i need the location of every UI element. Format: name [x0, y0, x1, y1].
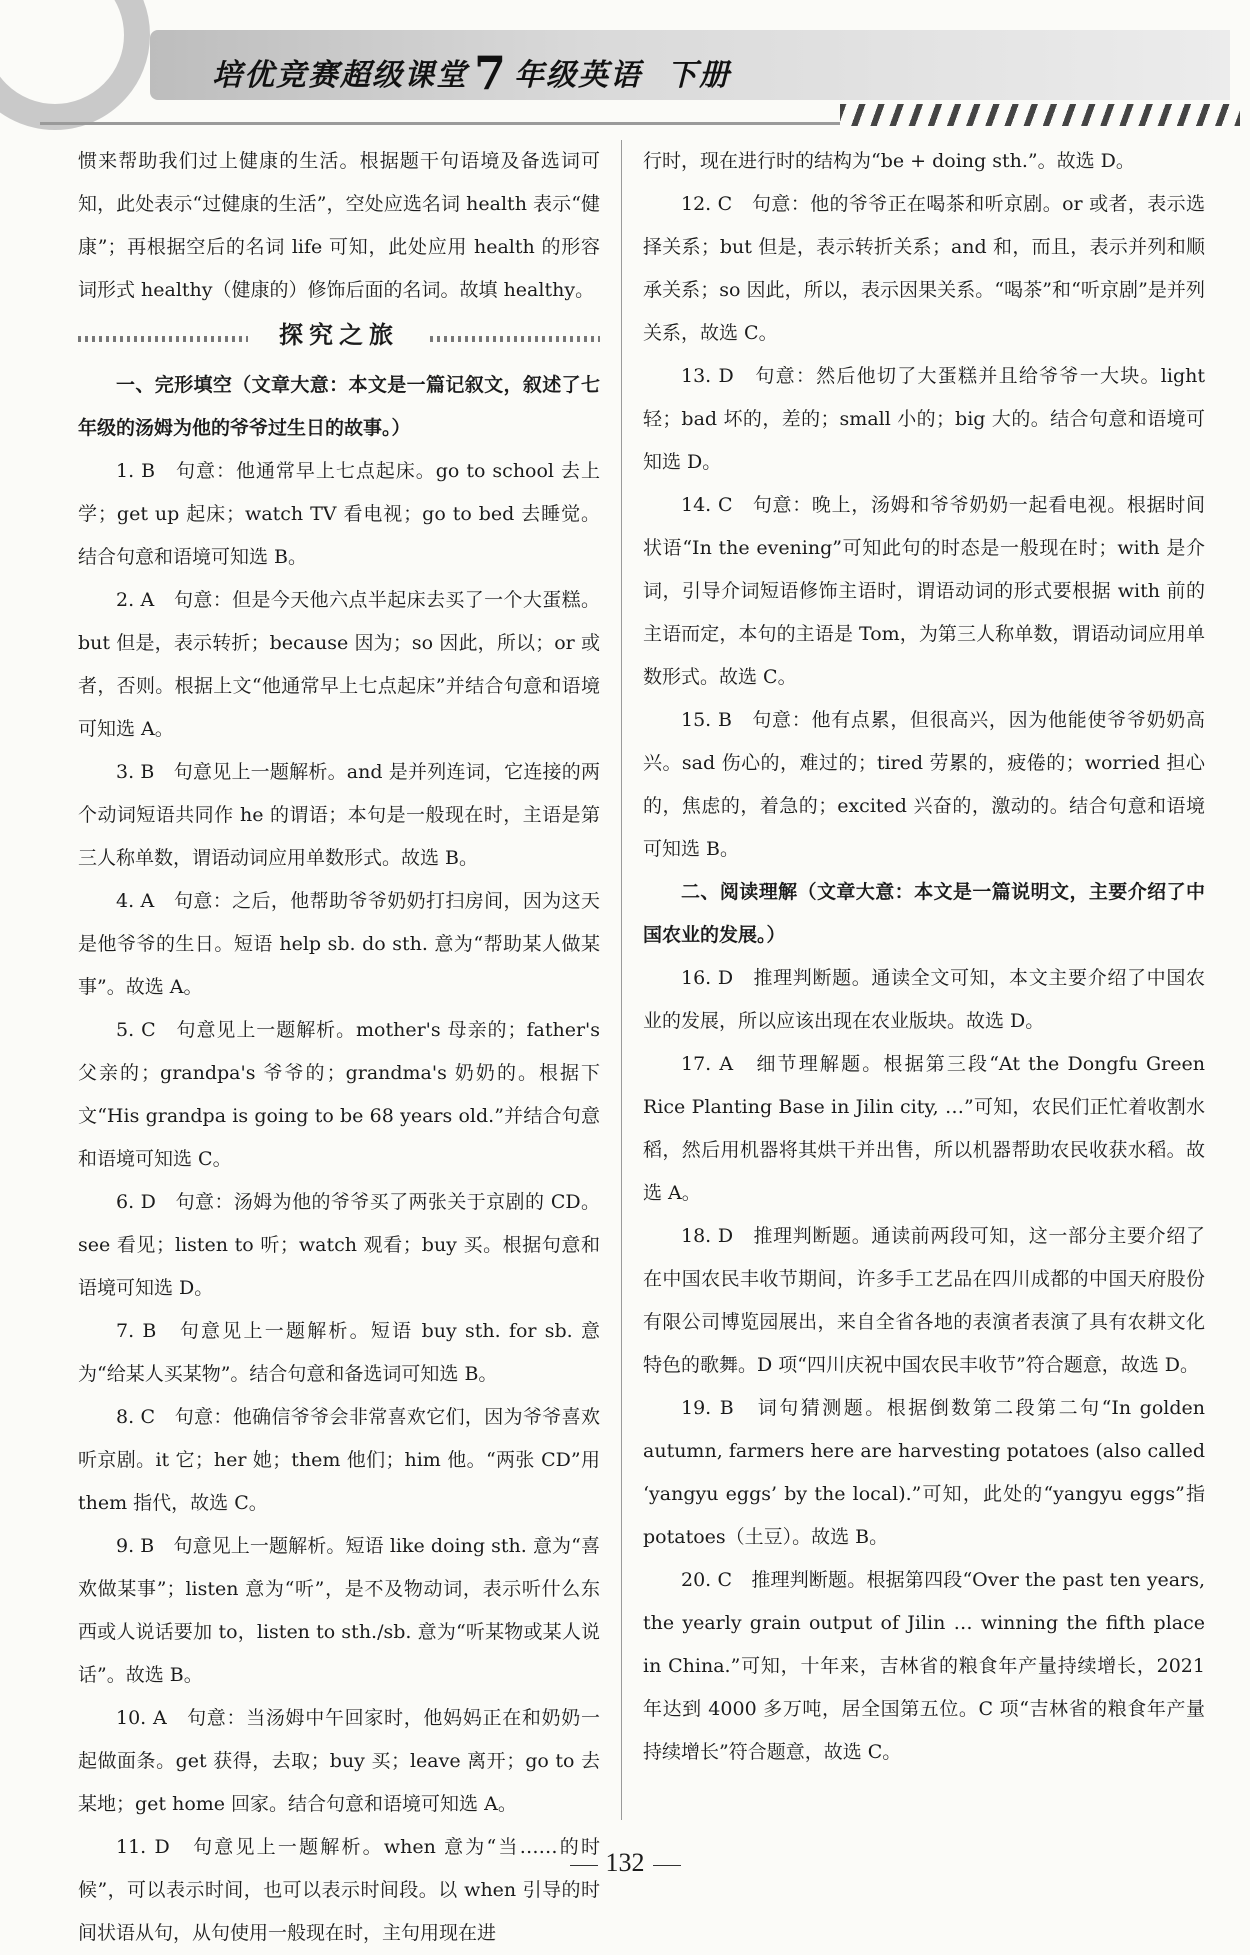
- grade-number: 7: [474, 46, 509, 100]
- section-title-text: 探究之旅: [279, 321, 399, 349]
- section-dash-left: [78, 336, 248, 342]
- answer-paragraph: 9. B 句意见上一题解析。短语 like doing sth. 意为“喜欢做某事”；listen 意为“听”，是不及物动词，表示听什么东西或人说话要加 to，listen to sth./sb. 意为“听某物或某人说话”。故选 B。: [78, 1535, 600, 1686]
- header-rule: [40, 122, 840, 125]
- answer-paragraph: 二、阅读理解（文章大意：本文是一篇说明文，主要介绍了中国农业的发展。）: [643, 881, 1205, 946]
- title-part-b: 超级课堂: [340, 58, 468, 93]
- book-title: [212, 46, 731, 100]
- answer-paragraph: 17. A 细节理解题。根据第三段“At the Dongfu Green Rice Planting Base in Jilin city, …”可知，农民们正忙着收割水稻，然后用机器将其烘干并出售，所以机器帮助农民收获水稻。故选 A。: [643, 1053, 1205, 1204]
- answer-paragraph: 4. A 句意：之后，他帮助爷爷奶奶打扫房间，因为这天是他爷爷的生日。短语 help sb. do sth. 意为“帮助某人做某事”。故选 A。: [78, 890, 600, 998]
- right-column: [643, 140, 1205, 1774]
- section-title: [78, 314, 600, 360]
- header-stripes: [840, 104, 1240, 126]
- answer-paragraph: 8. C 句意：他确信爷爷会非常喜欢它们，因为爷爷喜欢听京剧。it 它；her 她；them 他们；him 他。“两张 CD”用 them 指代，故选 C。: [78, 1406, 600, 1514]
- title-part-c: 年级英语: [514, 58, 643, 93]
- answer-paragraph: 6. D 句意：汤姆为他的爷爷买了两张关于京剧的 CD。see 看见；listen to 听；watch 观看；buy 买。根据句意和语境可知选 D。: [78, 1191, 600, 1299]
- answer-paragraph: 14. C 句意：晚上，汤姆和爷爷奶奶一起看电视。根据时间状语“In the evening”可知此句的时态是一般现在时；with 是介词，引导介词短语修饰主语时，谓语动词的形式要根据 with 前的主语而定，本句的主语是 Tom，为第三人称单数，谓语动词应用单数形式。故选 C。: [643, 494, 1205, 688]
- answer-paragraph: 13. D 句意：然后他切了大蛋糕并且给爷爷一大块。light 轻；bad 坏的，差的；small 小的；big 大的。结合句意和语境可知选 D。: [643, 365, 1205, 473]
- left-column: [78, 140, 600, 1955]
- answer-paragraph: 一、完形填空（文章大意：本文是一篇记叙文，叙述了七年级的汤姆为他的爷爷过生日的故事。）: [78, 374, 600, 439]
- answer-paragraph: 7. B 句意见上一题解析。短语 buy sth. for sb. 意为“给某人买某物”。结合句意和备选词可知选 B。: [78, 1320, 600, 1385]
- answer-paragraph: 19. B 词句猜测题。根据倒数第二段第二句“In golden autumn, farmers here are harvesting potatoes (also called ‘yangyu eggs’ by the local).”可知，此处的“yangyu eggs”指 potatoes（土豆）。故选 B。: [643, 1397, 1205, 1548]
- answer-paragraph: 20. C 推理判断题。根据第四段“Over the past ten years, the yearly grain output of Jilin … winning the fifth place in China.”可知，十年来，吉林省的粮食年产量持续增长，2021 年达到 4000 多万吨，居全国第五位。C 项“吉林省的粮食年产量持续增长”符合题意，故选 C。: [643, 1569, 1205, 1763]
- column-divider: [621, 140, 622, 1820]
- title-part-a: 培优竞赛: [212, 58, 340, 93]
- answer-paragraph: 15. B 句意：他有点累，但很高兴，因为他能使爷爷奶奶高兴。sad 伤心的，难过的；tired 劳累的，疲倦的；worried 担心的，焦虑的，着急的；excited 兴奋的，激动的。结合句意和语境可知选 B。: [643, 709, 1205, 860]
- page-number: 132: [560, 1848, 690, 1878]
- answer-paragraph: 1. B 句意：他通常早上七点起床。go to school 去上学；get up 起床；watch TV 看电视；go to bed 去睡觉。结合句意和语境可知选 B。: [78, 460, 600, 568]
- answer-paragraph: 3. B 句意见上一题解析。and 是并列连词，它连接的两个动词短语共同作 he 的谓语；本句是一般现在时，主语是第三人称单数，谓语动词应用单数形式。故选 B。: [78, 761, 600, 869]
- answer-paragraph: 行时，现在进行时的结构为“be + doing sth.”。故选 D。: [643, 150, 1135, 172]
- answer-paragraph: 12. C 句意：他的爷爷正在喝茶和听京剧。or 或者，表示选择关系；but 但是，表示转折关系；and 和，而且，表示并列和顺承关系；so 因此，所以，表示因果关系。“喝茶”和“听京剧”是并列关系，故选 C。: [643, 193, 1205, 344]
- answer-paragraph: 18. D 推理判断题。通读前两段可知，这一部分主要介绍了在中国农民丰收节期间，许多手工艺品在四川成都的中国天府股份有限公司博览园展出，来自全省各地的表演者表演了具有农耕文化特色的歌舞。D 项“四川庆祝中国农民丰收节”符合题意，故选 D。: [643, 1225, 1205, 1376]
- header-decoration: [0, 0, 150, 130]
- answer-paragraph: 16. D 推理判断题。通读全文可知，本文主要介绍了中国农业的发展，所以应该出现在农业版块。故选 D。: [643, 967, 1205, 1032]
- answer-paragraph: 惯来帮助我们过上健康的生活。根据题干句语境及备选词可知，此处表示“过健康的生活”，空处应选名词 health 表示“健康”；再根据空后的名词 life 可知，此处应用 health 的形容词形式 healthy（健康的）修饰后面的名词。故填 healthy。: [78, 150, 600, 301]
- section-dash-right: [430, 336, 600, 342]
- answer-paragraph: 5. C 句意见上一题解析。mother's 母亲的；father's 父亲的；grandpa's 爷爷的；grandma's 奶奶的。根据下文“His grandpa is going to be 68 years old.”并结合句意和语境可知选 C。: [78, 1019, 600, 1170]
- answer-paragraph: 10. A 句意：当汤姆中午回家时，他妈妈正在和奶奶一起做面条。get 获得，去取；buy 买；leave 离开；go to 去某地；get home 回家。结合句意和语境可知选 A。: [78, 1707, 600, 1815]
- volume-label: 下册: [666, 58, 731, 93]
- answer-paragraph: 2. A 句意：但是今天他六点半起床去买了一个大蛋糕。but 但是，表示转折；because 因为；so 因此，所以；or 或者，否则。根据上文“他通常早上七点起床”并结合句意和语境可知选 A。: [78, 589, 600, 740]
- answer-paragraph: 11. D 句意见上一题解析。when 意为“当……的时候”，可以表示时间，也可以表示时间段。以 when 引导的时间状语从句，从句使用一般现在时，主句用现在进: [78, 1836, 600, 1944]
- page-header: [0, 0, 1250, 135]
